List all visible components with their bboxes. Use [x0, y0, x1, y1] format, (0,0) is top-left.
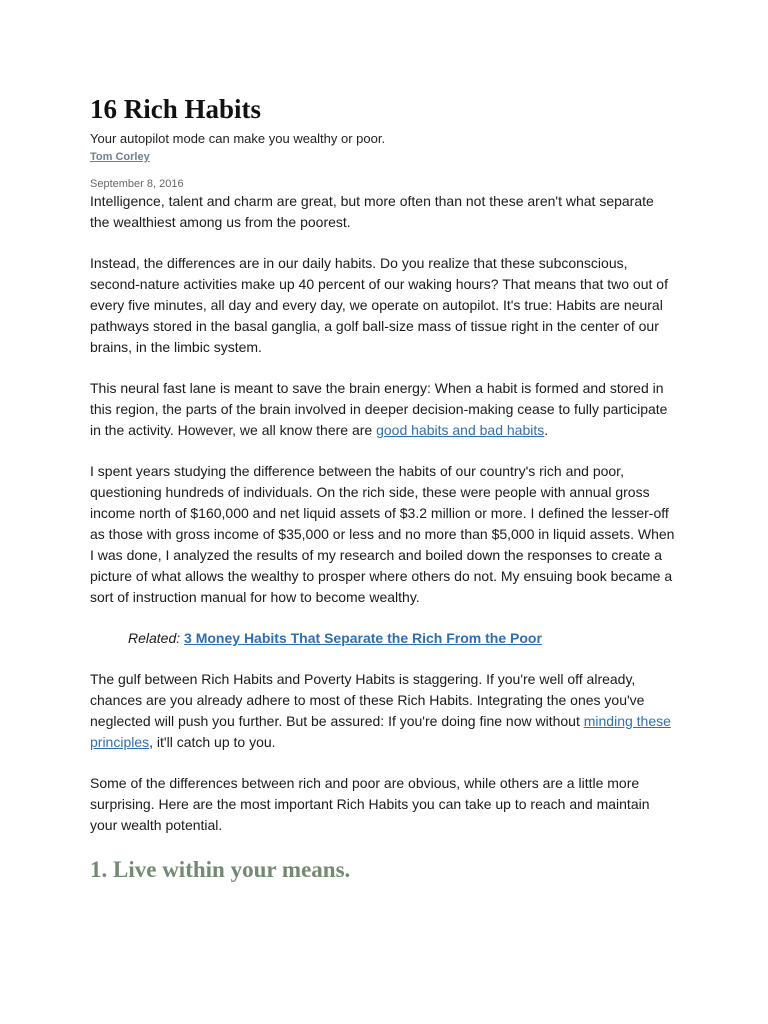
paragraph-neural-text: This neural fast lane is meant to save the brain energy: When a habit is formed and stored in this region, the parts of the brain involved in deeper decision-making cease to fully participate in the activity. However, we all know there are [90, 380, 668, 438]
good-bad-habits-link[interactable]: good habits and bad habits [376, 422, 545, 438]
paragraph-neural [90, 378, 675, 441]
paragraph-gulf-text: The gulf between Rich Habits and Poverty Habits is staggering. If you're well off already, chances are you already adhere to most of these Rich Habits. Integrating the ones you've neglected will push you further. But be assured: If you're doing fine now without [90, 671, 645, 729]
paragraph-gulf [90, 669, 675, 753]
related-article-link[interactable]: 3 Money Habits That Separate the Rich From the Poor [184, 630, 542, 646]
related-link-block [128, 628, 675, 649]
section-heading-1: 1. Live within your means. [90, 857, 351, 882]
paragraph-neural-end: . [544, 422, 549, 438]
paragraph-research: I spent years studying the difference between the habits of our country's rich and poor, questioning hundreds of individuals. On the rich side, these were people with annual gross income north of $160,000 and net liquid assets of $3.2 million or more. I defined the lesser-off as those with gross income of $35,000 or less and no more than $5,000 in liquid assets. When I was done, I analyzed the results of my research and boiled down the responses to create a picture of what allows the wealthy to prosper where others do not. My ensuing book became a sort of instruction manual for how to become wealthy. [90, 463, 675, 605]
author-link[interactable]: Tom Corley [90, 151, 150, 163]
related-label: Related: [128, 630, 181, 646]
article [90, 92, 675, 884]
minding-principles-link[interactable]: minding these principles [90, 713, 671, 750]
paragraph-intro: Intelligence, talent and charm are great, but more often than not these aren't what separate the wealthiest among us from the poorest. [90, 193, 654, 230]
paragraph-habits: Instead, the differences are in our daily habits. Do you realize that these subconscious, second-nature activities make up 40 percent of our waking hours? That means that two out of every five minutes, all day and every day, we operate on autopilot. It's true: Habits are neural pathways stored in the basal ganglia, a golf ball-size mass of tissue right in the center of our brains, in the limbic system. [90, 255, 668, 355]
article-title: 16 Rich Habits [90, 94, 262, 124]
article-subtitle: Your autopilot mode can make you wealthy or poor. [90, 131, 386, 146]
publish-date: September 8, 2016 [90, 178, 184, 190]
paragraph-gulf-end: , it'll catch up to you. [149, 734, 276, 750]
paragraph-differences: Some of the differences between rich and poor are obvious, while others are a little more surprising. Here are the most important Rich Habits you can take up to reach and maintain your wealth potential. [90, 775, 650, 833]
